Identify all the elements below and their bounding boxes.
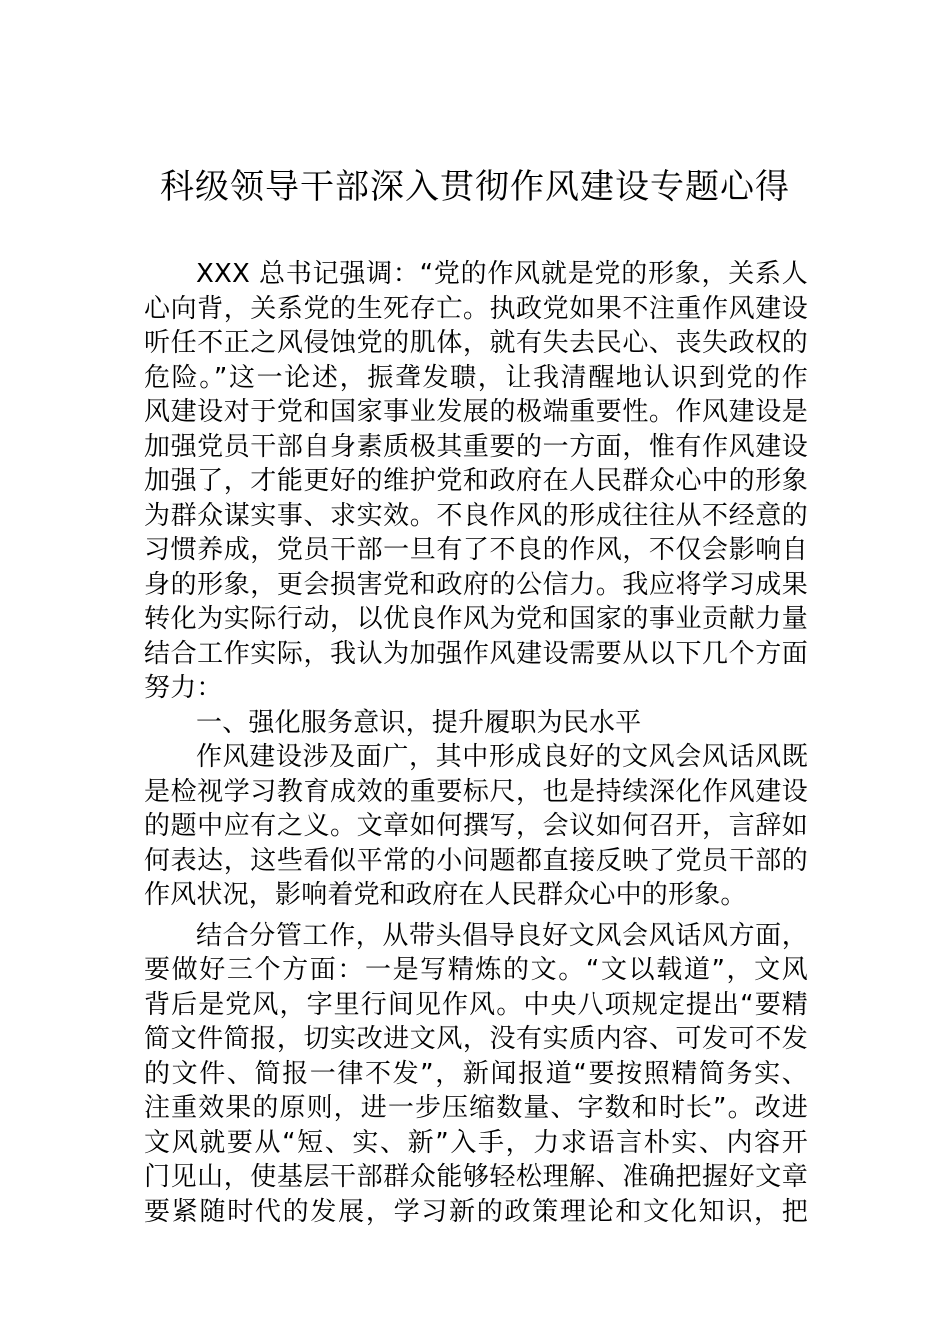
section-heading: 一、强化服务意识，提升履职为民水平 <box>196 707 642 738</box>
document-body <box>144 257 808 1229</box>
paragraph-line: 为群众谋实事、求实效。不良作风的形成往往从不经意的 <box>144 500 808 531</box>
paragraph-line: 身的形象，更会损害党和政府的公信力。我应将学习成果 <box>144 569 808 600</box>
paragraph-line: 作风建设涉及面广，其中形成良好的文风会风话风既 <box>196 742 808 772</box>
paragraph-line: 努力： <box>144 673 223 703</box>
paragraph-line: 加强党员干部自身素质极其重要的一方面，惟有作风建设 <box>144 431 808 462</box>
paragraph-line: 文风就要从“短、实、新”入手，力求语言朴实、内容开 <box>144 1127 808 1158</box>
paragraph-line: 背后是党风，字里行间见作风。中央八项规定提出“要精 <box>144 989 808 1020</box>
paragraph-line: 加强了，才能更好的维护党和政府在人民群众心中的形象 <box>144 466 808 496</box>
paragraph-line: 结合分管工作，从带头倡导良好文风会风话风方面， <box>196 920 808 951</box>
paragraph-line: 要紧随时代的发展，学习新的政策理论和文化知识，把 <box>144 1196 808 1227</box>
paragraph-line: 作风状况，影响着党和政府在人民群众心中的形象。 <box>144 880 747 910</box>
paragraph-line: 听任不正之风侵蚀党的肌体，就有失去民心、丧失政权的 <box>144 328 808 358</box>
paragraph-line: 注重效果的原则，进一步压缩数量、字数和时长”。改进 <box>144 1093 808 1123</box>
paragraph-line: 转化为实际行动，以优良作风为党和国家的事业贡献力量 <box>144 604 808 634</box>
paragraph-line: 门见山，使基层干部群众能够轻松理解、准确把握好文章 <box>144 1162 808 1192</box>
paragraph-line: 风建设对于党和国家事业发展的极端重要性。作风建设是 <box>144 397 808 427</box>
paragraph-line: 习惯养成，党员干部一旦有了不良的作风，不仅会影响自 <box>144 535 808 565</box>
paragraph-line: 的文件、简报一律不发”，新闻报道“要按照精简务实、 <box>144 1058 808 1089</box>
paragraph-line: 的题中应有之义。文章如何撰写，会议如何召开，言辞如 <box>144 811 808 841</box>
paragraph-line: 结合工作实际，我认为加强作风建设需要从以下几个方面 <box>144 638 808 669</box>
paragraph-line: XXX 总书记强调：“党的作风就是党的形象，关系人 <box>196 259 808 289</box>
document-title: 科级领导干部深入贯彻作风建设专题心得 <box>160 167 790 207</box>
paragraph-line: 何表达，这些看似平常的小问题都直接反映了党员干部的 <box>144 845 808 876</box>
paragraph-line: 是检视学习教育成效的重要标尺，也是持续深化作风建设 <box>144 776 808 807</box>
paragraph-line: 要做好三个方面：一是写精炼的文。“文以载道”，文风 <box>144 955 808 985</box>
paragraph-line: 简文件简报，切实改进文风，没有实质内容、可发可不发 <box>144 1024 808 1054</box>
paragraph-line: 危险。”这一论述，振聋发聩，让我清醒地认识到党的作 <box>144 362 808 393</box>
paragraph-line: 心向背，关系党的生死存亡。执政党如果不注重作风建设 <box>144 293 808 324</box>
